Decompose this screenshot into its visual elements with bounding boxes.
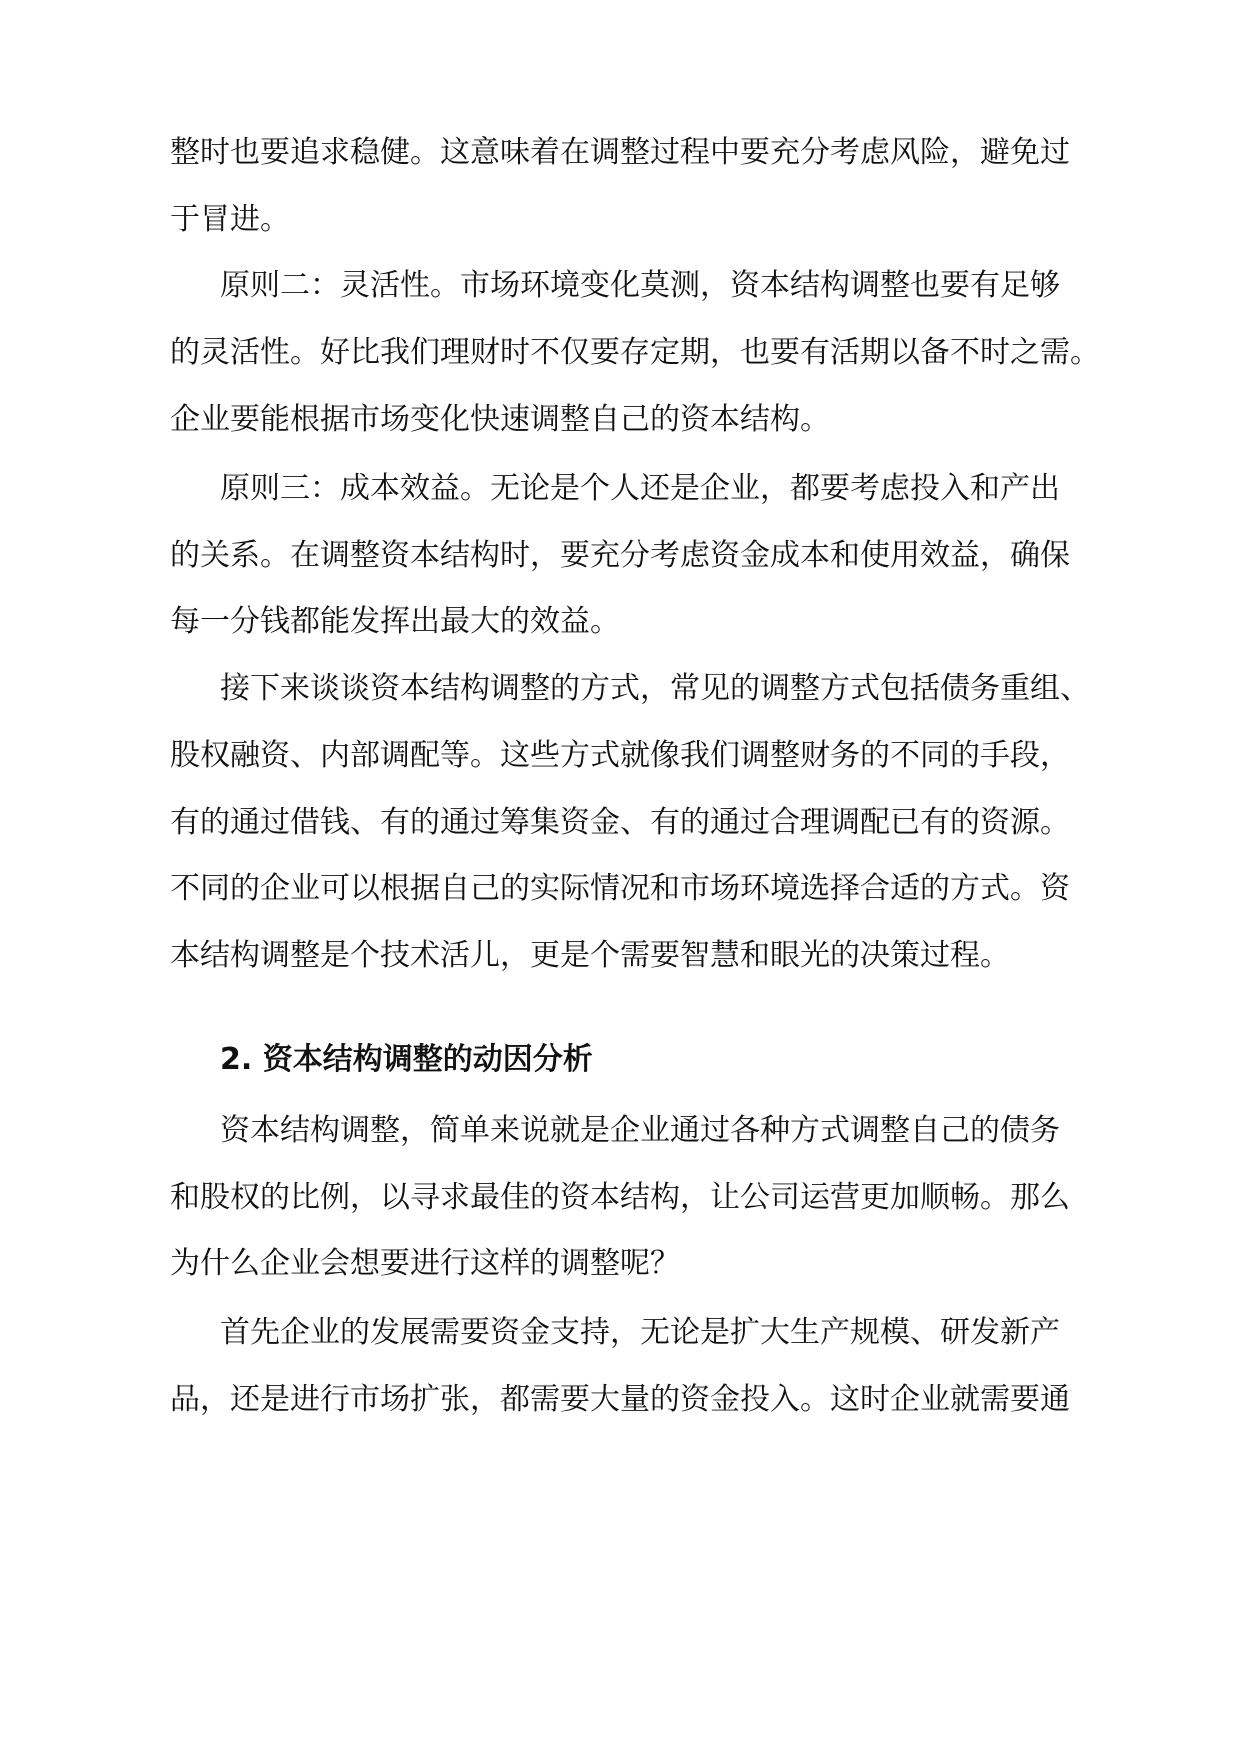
text-line: 的灵活性。好比我们理财时不仅要存定期，也要有活期以备不时之需。 xyxy=(170,335,1100,370)
text-line: 的关系。在调整资本结构时，要充分考虑资金成本和使用效益，确保 xyxy=(170,538,1070,573)
text-line: 不同的企业可以根据自己的实际情况和市场环境选择合适的方式。资 xyxy=(170,871,1070,906)
text-line: 资本结构调整，简单来说就是企业通过各种方式调整自己的债务 xyxy=(220,1113,1060,1148)
text-line: 原则三：成本效益。无论是个人还是企业，都要考虑投入和产出 xyxy=(220,471,1060,506)
text-line: 有的通过借钱、有的通过筹集资金、有的通过合理调配已有的资源。 xyxy=(170,805,1070,840)
text-line: 整时也要追求稳健。这意味着在调整过程中要充分考虑风险，避免过 xyxy=(170,135,1070,170)
text-line: 首先企业的发展需要资金支持，无论是扩大生产规模、研发新产 xyxy=(220,1315,1060,1350)
text-line: 原则二：灵活性。市场环境变化莫测，资本结构调整也要有足够 xyxy=(220,268,1060,303)
text-line: 每一分钱都能发挥出最大的效益。 xyxy=(170,604,620,639)
text-line: 为什么企业会想要进行这样的调整呢？ xyxy=(170,1246,680,1281)
text-line: 于冒进。 xyxy=(170,202,290,237)
section-heading: 2. 资本结构调整的动因分析 xyxy=(220,1042,593,1077)
text-line: 企业要能根据市场变化快速调整自己的资本结构。 xyxy=(170,402,830,437)
text-line: 本结构调整是个技术活儿，更是个需要智慧和眼光的决策过程。 xyxy=(170,938,1010,973)
text-line: 品，还是进行市场扩张，都需要大量的资金投入。这时企业就需要通 xyxy=(170,1382,1070,1417)
text-line: 接下来谈谈资本结构调整的方式，常见的调整方式包括债务重组、 xyxy=(220,671,1090,706)
text-line: 股权融资、内部调配等。这些方式就像我们调整财务的不同的手段， xyxy=(170,738,1070,773)
text-line: 和股权的比例，以寻求最佳的资本结构，让公司运营更加顺畅。那么 xyxy=(170,1180,1070,1215)
